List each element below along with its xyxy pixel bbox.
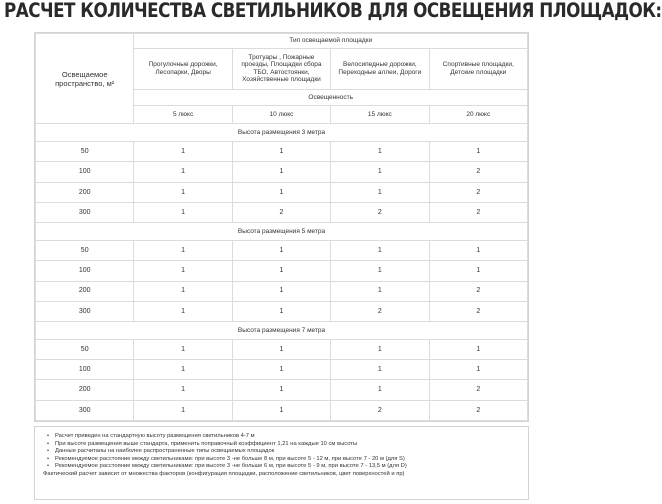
lux-level-cell: 5 люкс bbox=[134, 105, 232, 124]
luminaire-count-cell: 1 bbox=[331, 240, 429, 260]
luminaire-count-cell: 1 bbox=[331, 380, 429, 400]
height-group-header bbox=[36, 223, 528, 241]
note-text: При высоте размещения выше стандарта, применить поправочный коэффициент 1,21 на каждые 10 см высоты bbox=[55, 440, 358, 447]
luminaire-count-cell: 2 bbox=[331, 400, 429, 420]
note-item bbox=[47, 448, 520, 456]
note-item bbox=[47, 440, 520, 449]
area-type-cell: Тротуары , Пожарные проезды, Площадки сбора ТБО, Автостоянки, Хозяйственные площадки bbox=[232, 48, 330, 90]
table-row bbox=[36, 339, 528, 359]
table-row bbox=[36, 360, 528, 380]
bullet-icon: • bbox=[47, 440, 50, 447]
luminaire-count-cell: 1 bbox=[232, 142, 330, 162]
luminaire-count-cell: 1 bbox=[134, 281, 232, 301]
luminaire-count-cell: 1 bbox=[429, 261, 527, 281]
luminaire-count-cell: 1 bbox=[331, 281, 429, 301]
area-size-cell: 300 bbox=[36, 301, 134, 321]
luminaire-count-cell: 2 bbox=[429, 162, 527, 182]
area-type-cell: Велосипедные дорожки, Переходные аллеи, Дороги bbox=[331, 48, 429, 90]
luminaire-count-cell: 1 bbox=[134, 339, 232, 359]
table-row bbox=[36, 380, 528, 400]
luminaire-count-cell: 1 bbox=[232, 360, 330, 380]
luminaire-count-cell: 1 bbox=[134, 142, 232, 162]
area-size-cell: 50 bbox=[36, 240, 134, 260]
luminaire-count-cell: 1 bbox=[232, 162, 330, 182]
table-row bbox=[36, 400, 528, 420]
luminaire-count-cell: 1 bbox=[134, 261, 232, 281]
area-size-cell: 100 bbox=[36, 261, 134, 281]
luminaire-count-cell: 1 bbox=[429, 142, 527, 162]
luminaire-count-cell: 1 bbox=[232, 400, 330, 420]
lux-level-cell: 20 люкс bbox=[429, 105, 527, 124]
height-group-title: Высота размещения 3 метра bbox=[36, 124, 528, 142]
table-row bbox=[36, 240, 528, 260]
luminaire-count-cell: 1 bbox=[134, 182, 232, 202]
notes-panel bbox=[34, 426, 529, 500]
note-item bbox=[47, 433, 520, 441]
note-text: Рекомендуемое расстояние между светильниками: при высоте 3 -не больше 6 м, при высоте 5 - 9 м, при высоте 7 - 13,5 м (для D) bbox=[55, 463, 407, 469]
luminaire-count-cell: 2 bbox=[429, 203, 527, 223]
luminaire-count-cell: 1 bbox=[331, 360, 429, 380]
space-column-header: Освещаемое пространство, м² bbox=[36, 34, 134, 124]
note-text: Расчет приведен на стандартную высоту размещения светильников 4-7 м bbox=[55, 433, 255, 439]
area-size-cell: 50 bbox=[36, 142, 134, 162]
luminaire-count-cell: 2 bbox=[429, 281, 527, 301]
height-group-header bbox=[36, 124, 528, 142]
height-group-title: Высота размещения 7 метра bbox=[36, 322, 528, 340]
bullet-icon: • bbox=[47, 433, 50, 439]
page-title: РАСЧЕТ КОЛИЧЕСТВА СВЕТИЛЬНИКОВ ДЛЯ ОСВЕЩЕНИЯ ПЛОЩАДОК: bbox=[4, 0, 662, 22]
luminaire-count-cell: 1 bbox=[232, 281, 330, 301]
luminaire-count-cell: 1 bbox=[331, 142, 429, 162]
height-group-title: Высота размещения 5 метра bbox=[36, 223, 528, 241]
luminaire-count-cell: 1 bbox=[429, 240, 527, 260]
area-type-header: Тип освещаемой площадки bbox=[134, 34, 528, 49]
table-row bbox=[36, 182, 528, 202]
area-type-cell: Прогулочные дорожки, Лесопарки, Дворы bbox=[134, 48, 232, 90]
luminaire-count-cell: 2 bbox=[331, 301, 429, 321]
luminaire-count-cell: 1 bbox=[134, 360, 232, 380]
luminaire-count-cell: 2 bbox=[429, 182, 527, 202]
area-size-cell: 200 bbox=[36, 380, 134, 400]
luminaire-count-cell: 1 bbox=[331, 162, 429, 182]
table-row bbox=[36, 301, 528, 321]
note-item bbox=[47, 463, 520, 471]
final-note: Фактический расчет зависит от множества факторов (конфигурация площадки, расположение светильников, цвет поверхностей и пр) bbox=[43, 470, 405, 477]
table-row bbox=[36, 281, 528, 301]
luminaire-count-cell: 1 bbox=[232, 339, 330, 359]
height-group-header bbox=[36, 322, 528, 340]
lux-level-cell: 15 люкс bbox=[331, 105, 429, 124]
area-size-cell: 200 bbox=[36, 182, 134, 202]
luminaire-count-cell: 1 bbox=[134, 400, 232, 420]
note-text: Данные расчитаны на наиболее распространенные типы освещаемых площадок bbox=[55, 448, 275, 454]
bullet-icon: • bbox=[47, 463, 50, 469]
luminaire-count-cell: 1 bbox=[232, 380, 330, 400]
luminaire-count-cell: 1 bbox=[331, 261, 429, 281]
area-size-cell: 300 bbox=[36, 400, 134, 420]
luminaire-count-cell: 1 bbox=[232, 182, 330, 202]
area-size-cell: 300 bbox=[36, 203, 134, 223]
note-text: Рекомендуемое расстояние между светильниками: при высоте 3 -не больше 8 м, при высоте 5 - 12 м, при высоте 7 - 20 м (для S) bbox=[55, 455, 405, 462]
luminaire-count-cell: 1 bbox=[331, 182, 429, 202]
note-item bbox=[47, 455, 520, 464]
bullet-icon: • bbox=[47, 455, 50, 462]
luminaire-count-cell: 1 bbox=[429, 339, 527, 359]
table-row bbox=[36, 203, 528, 223]
area-size-cell: 100 bbox=[36, 360, 134, 380]
luminaire-count-cell: 1 bbox=[232, 301, 330, 321]
luminaire-count-cell: 1 bbox=[134, 380, 232, 400]
bullet-icon: • bbox=[47, 448, 50, 454]
luminaire-count-cell: 2 bbox=[232, 203, 330, 223]
table-row bbox=[36, 162, 528, 182]
luminaire-count-cell: 1 bbox=[232, 261, 330, 281]
luminaire-count-cell: 1 bbox=[134, 203, 232, 223]
luminaire-count-table bbox=[35, 33, 528, 421]
illuminance-header: Освещенность bbox=[134, 90, 528, 106]
luminaire-count-cell: 2 bbox=[429, 380, 527, 400]
area-type-cell: Спортивные площадки, Детские площадки bbox=[429, 48, 527, 90]
area-size-cell: 100 bbox=[36, 162, 134, 182]
luminaire-count-cell: 2 bbox=[429, 400, 527, 420]
area-size-cell: 50 bbox=[36, 339, 134, 359]
luminaire-count-cell: 2 bbox=[331, 203, 429, 223]
luminaire-count-cell: 1 bbox=[134, 301, 232, 321]
luminaire-count-cell: 1 bbox=[429, 360, 527, 380]
luminaire-count-cell: 1 bbox=[134, 162, 232, 182]
luminaire-table-container bbox=[34, 32, 529, 422]
luminaire-count-cell: 1 bbox=[134, 240, 232, 260]
table-row bbox=[36, 142, 528, 162]
table-row bbox=[36, 261, 528, 281]
luminaire-count-cell: 1 bbox=[232, 240, 330, 260]
notes-list bbox=[43, 433, 520, 471]
area-size-cell: 200 bbox=[36, 281, 134, 301]
luminaire-count-cell: 1 bbox=[331, 339, 429, 359]
lux-level-cell: 10 люкс bbox=[232, 105, 330, 124]
luminaire-count-cell: 2 bbox=[429, 301, 527, 321]
